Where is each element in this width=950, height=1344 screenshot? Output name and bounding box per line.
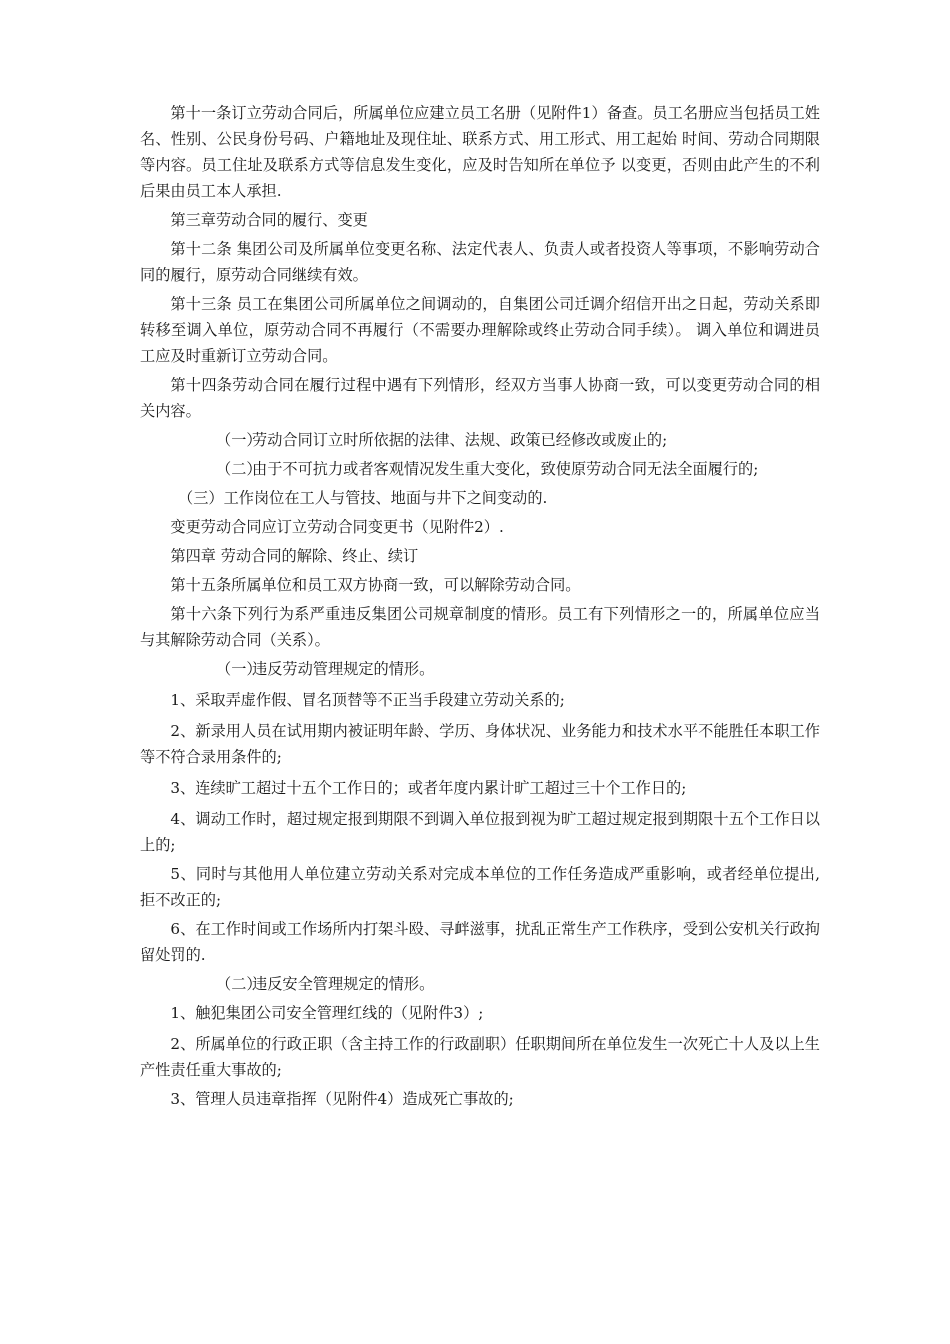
section-2-heading <box>140 971 820 997</box>
article-14-item-2 <box>140 456 820 482</box>
section-1-item: 1、采取弄虚作假、冒名顶替等不正当手段建立劳动关系的; <box>170 691 565 709</box>
document-body <box>140 100 820 1115</box>
section-text: 违反安全管理规定的情形。 <box>252 975 435 993</box>
item-number: （一） <box>216 431 262 449</box>
section-2-item: 1、触犯集团公司安全管理红线的（见附件3）; <box>170 1004 484 1022</box>
article-12: 第十二条 集团公司及所属单位变更名称、法定代表人、负责人或者投资人等事项，不影响劳动合同的履行，原劳动合同继续有效。 <box>140 240 820 284</box>
section-1-item: 2、新录用人员在试用期内被证明年龄、学历、身体状况、业务能力和技术水平不能胜任本职工作等不符合录用条件的; <box>140 722 820 766</box>
section-1-item: 3、连续旷工超过十五个工作日的；或者年度内累计旷工超过三十个工作日的; <box>170 779 687 797</box>
item-number: （二） <box>216 460 262 478</box>
article-14-item-1 <box>140 427 820 453</box>
article-14-item-3: （三）工作岗位在工人与管技、地面与井下之间变动的. <box>178 489 548 507</box>
article-11: 第十一条订立劳动合同后，所属单位应建立员工名册（见附件1）备查。员工名册应当包括员工姓名、性别、公民身份号码、户籍地址及现住址、联系方式、用工形式、用工起始 时间、劳动合同期限等内容。员工住址及联系方式等信息发生变化，应及时告知所在单位予 以变更，否则由此产生的不利后果由员工本人承担. <box>140 104 820 200</box>
article-15: 第十五条所属单位和员工双方协商一致，可以解除劳动合同。 <box>170 576 581 594</box>
section-2-item: 3、管理人员违章指挥（见附件4）造成死亡事故的; <box>170 1090 514 1108</box>
section-number: （一） <box>216 660 262 678</box>
chapter-3-heading: 第三章劳动合同的履行、变更 <box>170 211 368 229</box>
item-text: 由于不可抗力或者客观情况发生重大变化，致使原劳动合同无法全面履行的; <box>252 460 759 478</box>
article-13: 第十三条 员工在集团公司所属单位之间调动的，自集团公司迁调介绍信开出之日起，劳动关系即转移至调入单位，原劳动合同不再履行（不需要办理解除或终止劳动合同手续）。 调入单位和调进员工应及时重新订立劳动合同。 <box>140 295 820 365</box>
section-1-item: 5、同时与其他用人单位建立劳动关系对完成本单位的工作任务造成严重影响，或者经单位提出,拒不改正的; <box>140 865 820 909</box>
section-text: 违反劳动管理规定的情形。 <box>252 660 435 678</box>
article-16: 第十六条下列行为系严重违反集团公司规章制度的情形。员工有下列情形之一的，所属单位应当与其解除劳动合同（关系）。 <box>140 605 820 649</box>
change-book-paragraph: 变更劳动合同应订立劳动合同变更书（见附件2）. <box>170 518 504 536</box>
section-2-item: 2、所属单位的行政正职（含主持工作的行政副职）任职期间所在单位发生一次死亡十人及以上生产性责任重大事故的; <box>140 1035 820 1079</box>
section-1-item: 4、调动工作时，超过规定报到期限不到调入单位报到视为旷工超过规定报到期限十五个工作日以上的; <box>140 810 820 854</box>
chapter-4-heading: 第四章 劳动合同的解除、终止、续订 <box>170 547 419 565</box>
section-number: （二） <box>216 975 262 993</box>
section-1-heading <box>140 656 820 682</box>
section-1-item: 6、在工作时间或工作场所内打架斗殴、寻衅滋事，扰乱正常生产工作秩序，受到公安机关行政拘留处罚的. <box>140 920 820 964</box>
article-14: 第十四条劳动合同在履行过程中遇有下列情形，经双方当事人协商一致，可以变更劳动合同的相关内容。 <box>140 376 820 420</box>
item-text: 劳动合同订立时所依据的法律、法规、政策已经修改或废止的; <box>252 431 668 449</box>
